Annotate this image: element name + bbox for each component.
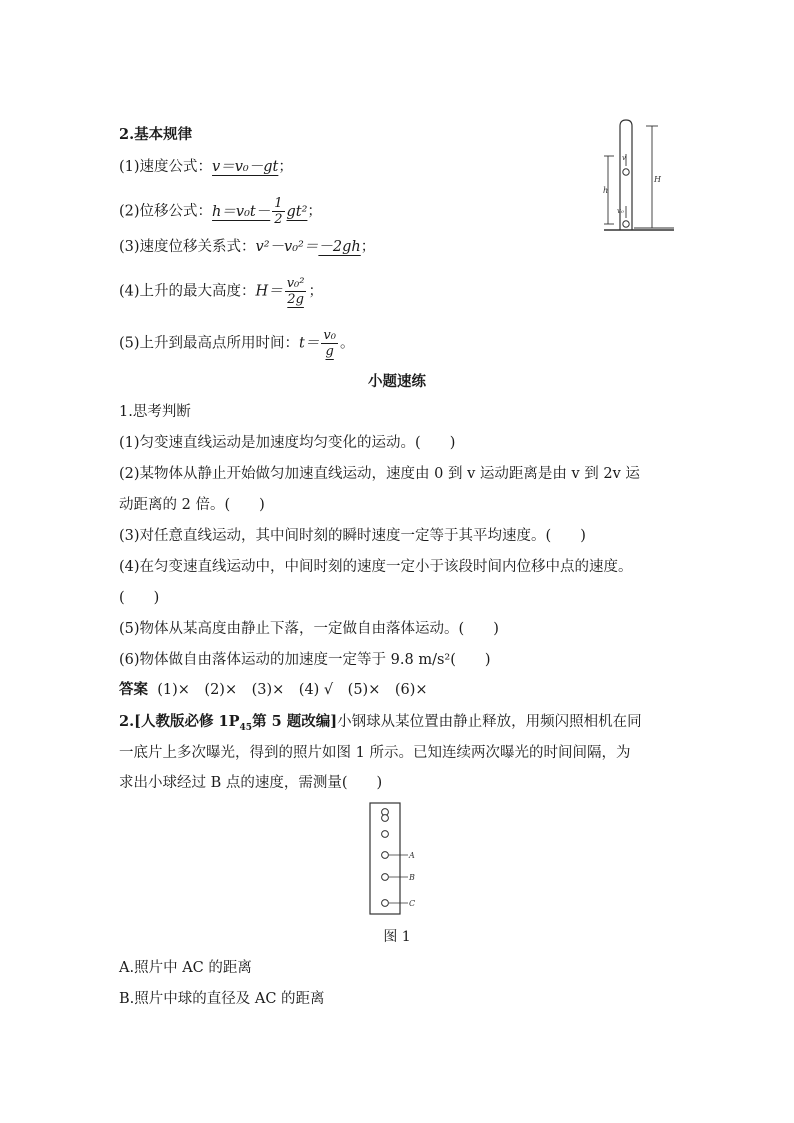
section-heading: 2.基本规律 bbox=[119, 126, 193, 143]
ball-image bbox=[382, 852, 389, 859]
formula-part: t＝ bbox=[299, 335, 320, 352]
fraction bbox=[272, 196, 284, 227]
formula: v＝v₀－gt bbox=[212, 159, 279, 175]
punct: ； bbox=[360, 239, 376, 255]
judgement-item: (2)某物体从静止开始做匀加速直线运动，速度由 0 到 v 运动距离是由 v 到 2v 运 bbox=[119, 466, 640, 482]
rule-velocity bbox=[119, 157, 293, 177]
question-2-line: 一底片上多次曝光，得到的照片如图 1 所示。已知连续两次曝光的时间间隔，为 bbox=[119, 745, 631, 761]
ball-lower bbox=[623, 221, 629, 227]
punct: 。 bbox=[339, 335, 355, 352]
label-h: h bbox=[603, 186, 609, 195]
judgement-item: ( ) bbox=[119, 590, 160, 606]
formula bbox=[212, 196, 308, 227]
numerator: 1 bbox=[274, 196, 283, 211]
rule-label: (2)位移公式： bbox=[119, 203, 213, 220]
question-source-tag bbox=[119, 713, 338, 733]
practice-title: 小题速练 bbox=[368, 373, 426, 390]
question-2-line bbox=[119, 712, 642, 738]
formula-part: H＝ bbox=[255, 283, 283, 300]
punct: ； bbox=[307, 203, 322, 220]
formula-part: gt² bbox=[286, 203, 308, 220]
punct: ； bbox=[278, 159, 293, 175]
label-H: H bbox=[654, 175, 661, 184]
formula-part: －2gh bbox=[318, 239, 361, 255]
ball-image bbox=[382, 815, 389, 822]
fraction bbox=[285, 276, 307, 307]
rule-label: (1)速度公式： bbox=[119, 159, 213, 175]
tag-subscript: 45 bbox=[239, 722, 253, 733]
option-b: B.照片中球的直径及 AC 的距离 bbox=[119, 991, 325, 1007]
formula-part: h＝v₀t－ bbox=[212, 203, 271, 220]
punct: ； bbox=[308, 283, 323, 300]
judgement-item: (6)物体做自由落体运动的加速度一定等于 9.8 m/s²( ) bbox=[119, 652, 491, 668]
formula-part: v²－v₀²＝ bbox=[255, 239, 319, 255]
label-A: A bbox=[409, 851, 415, 860]
denominator: 2g bbox=[287, 292, 304, 307]
question-text: 小钢球从某位置由静止释放，用频闪照相机在同 bbox=[337, 714, 642, 730]
rule-velocity-displacement bbox=[119, 237, 375, 257]
denominator: 2 bbox=[274, 212, 283, 227]
numerator: v₀² bbox=[286, 276, 305, 291]
ball-upper bbox=[623, 169, 629, 175]
answer-label: 答案 bbox=[119, 681, 148, 698]
denominator: g bbox=[325, 344, 334, 359]
answer-text: (1)× (2)× (3)× (4) √ (5)× (6)× bbox=[157, 682, 428, 698]
rule-displacement bbox=[119, 196, 322, 227]
judgement-item: (1)匀变速直线运动是加速度均匀变化的运动。( ) bbox=[119, 435, 456, 451]
judgement-item: (4)在匀变速直线运动中，中间时刻的速度一定小于该段时间内位移中点的速度。 bbox=[119, 559, 633, 575]
label-B: B bbox=[409, 873, 415, 882]
label-v0: v₀ bbox=[617, 207, 624, 215]
option-a: A.照片中 AC 的距离 bbox=[119, 960, 252, 976]
strobe-photo-figure bbox=[362, 802, 422, 916]
judgement-item: (5)物体从某高度由静止下落，一定做自由落体运动。( ) bbox=[119, 621, 499, 637]
tag-part: 第 5 题改编] bbox=[252, 713, 338, 730]
rule-label: (4)上升的最大高度： bbox=[119, 283, 256, 300]
label-C: C bbox=[409, 899, 416, 908]
judgement-item: (3)对任意直线运动，其中间时刻的瞬时速度一定等于其平均速度。( ) bbox=[119, 528, 586, 544]
ball-image bbox=[382, 900, 389, 907]
rule-max-height bbox=[119, 276, 323, 307]
figure-caption: 图 1 bbox=[383, 929, 411, 945]
ball-image bbox=[382, 831, 389, 838]
judgement-item: 动距离的 2 倍。( ) bbox=[119, 497, 265, 513]
question-1-heading: 1.思考判断 bbox=[119, 404, 191, 420]
label-v: v bbox=[622, 154, 626, 162]
tag-part: 2.[人教版必修 1P bbox=[119, 713, 240, 730]
question-2-line: 求出小球经过 B 点的速度，需测量( ) bbox=[119, 775, 383, 791]
numerator: v₀ bbox=[323, 328, 336, 343]
ball-image bbox=[382, 874, 389, 881]
rule-label: (3)速度位移关系式： bbox=[119, 239, 256, 255]
answer-row bbox=[119, 680, 428, 700]
rule-rise-time bbox=[119, 328, 354, 359]
rule-label: (5)上升到最高点所用时间： bbox=[119, 335, 300, 352]
vertical-throw-figure bbox=[600, 118, 680, 236]
fraction bbox=[321, 328, 338, 359]
